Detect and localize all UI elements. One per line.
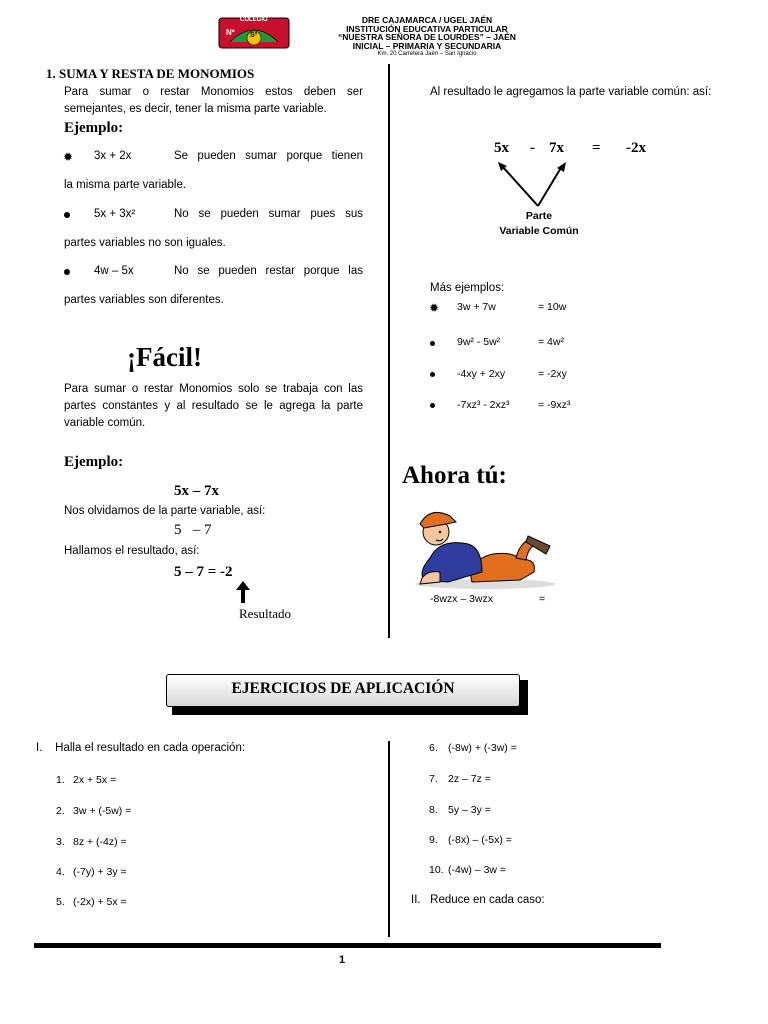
item-number: 5. [56, 896, 65, 908]
example-2-note: No se pueden sumar pues sus [174, 208, 363, 220]
exercise-item [56, 774, 117, 786]
item-number: 6. [429, 742, 438, 754]
more-1-rhs: = 10w [538, 301, 567, 313]
section-title: 1. SUMA Y RESTA DE MONOMIOS [46, 66, 255, 81]
item-expression: (-7y) + 3y = [73, 866, 127, 878]
eq-equals: = [592, 140, 601, 156]
logo-arc-center: Sº [250, 32, 258, 39]
eq-result: -2x [626, 140, 646, 156]
exercise-item [429, 864, 507, 876]
facil-heading: ¡Fácil! [127, 342, 202, 372]
more-3-rhs: = -2xy [538, 368, 567, 380]
bullet-dot [64, 212, 70, 218]
facil-paragraph: Para sumar o restar Monomios solo se trabaja con las partes constantes y al resultado se le agrega la parte variable común. [64, 383, 363, 429]
column-divider-bottom [388, 741, 390, 937]
example-3-note-cont: partes variables son diferentes. [64, 294, 224, 306]
item-number: 9. [429, 834, 438, 846]
header-line-3: “NUESTRA SEÑORA DE LOURDES” – JAÉN [338, 32, 516, 43]
header-block [292, 16, 562, 59]
more-4-rhs: = -9xz³ [538, 399, 571, 411]
part-1-title: I. Halla el resultado en cada operación: [36, 742, 246, 754]
item-number: 10. [429, 864, 444, 876]
more-1-lhs: 3w + 7w [457, 301, 496, 313]
example-3-note: No se pueden restar porque las [174, 265, 363, 277]
item-expression: 8z + (-4z) = [73, 836, 127, 848]
ahora-heading: Ahora tú: [402, 462, 507, 489]
eq-operator: - [530, 140, 535, 156]
exercise-item [429, 834, 512, 846]
common-part-label [488, 209, 590, 239]
column-divider-top [388, 64, 390, 638]
exercise-item [429, 742, 517, 754]
footer-rule [34, 943, 661, 948]
exercise-item [56, 836, 127, 848]
eq-term-a: 5x [494, 140, 509, 156]
item-number: 8. [429, 804, 438, 816]
exercise-item [56, 896, 127, 908]
more-2-lhs: 9w² - 5w² [457, 336, 501, 348]
student-illustration [410, 502, 560, 590]
logo-text: COLEGIO [240, 17, 268, 23]
example-1-note-cont: la misma parte variable. [64, 179, 187, 191]
item-number: 2. [56, 805, 65, 817]
header-line-4: INICIAL – PRIMARIA Y SECUNDARIA [352, 40, 502, 51]
exercise-equals: = [539, 593, 546, 605]
item-expression: (-8w) + (-3w) = [448, 742, 517, 754]
bullet-dot [430, 372, 435, 377]
example-2-expr: 5x + 3x² [94, 208, 136, 220]
example-1-expr: 3x + 2x [94, 150, 132, 162]
step-3-expression: 5 – 7 = -2 [174, 564, 233, 580]
step-2-text: Hallamos el resultado, así: [64, 545, 200, 557]
page-number: 1 [339, 954, 346, 966]
example-3-expr: 4w – 5x [94, 265, 134, 277]
item-expression: 3w + (-5w) = [73, 805, 132, 817]
part-2-title: II. Reduce en cada caso: [411, 894, 545, 906]
exercise-expression: -8wzx – 3wzx [430, 593, 494, 605]
example-2-note-cont: partes variables no son iguales. [64, 237, 226, 249]
item-expression: (-8x) – (-5x) = [448, 834, 512, 846]
exercise-item [56, 805, 132, 817]
item-number: 4. [56, 866, 65, 878]
exercise-item [429, 804, 491, 816]
label-line-2: Variable Común [499, 225, 579, 237]
item-number: 7. [429, 773, 438, 785]
header-line-1: DRE CAJAMARCA / UGEL JAÉN [361, 15, 493, 25]
school-logo [218, 16, 290, 50]
item-number: 1. [56, 774, 65, 786]
step-1-expression: 5x – 7x [174, 483, 219, 499]
header-line-5: Km. 20 Carretera Jaén – San Ignacio [377, 51, 477, 58]
item-expression: (-4w) – 3w = [448, 864, 507, 876]
common-part-arrows [490, 158, 580, 210]
label-line-1: Parte [525, 210, 553, 222]
header-line-2: INSTITUCIÓN EDUCATIVA PARTICULAR [346, 23, 508, 34]
bullet-dot [430, 403, 435, 408]
logo-arc-left: Nº [226, 28, 235, 37]
step-2-expression: 5 – 7 [174, 522, 212, 538]
item-expression: 5y – 3y = [448, 804, 491, 816]
exercises-banner [166, 674, 520, 707]
example-heading: Ejemplo: [64, 120, 124, 136]
more-examples-heading: Más ejemplos: [430, 282, 505, 294]
step-1-text: Nos olvidamos de la parte variable, así: [64, 505, 266, 517]
more-3-lhs: -4xy + 2xy [457, 368, 506, 380]
star-bullet: ✹ [429, 301, 440, 315]
item-expression: 2x + 5x = [73, 774, 117, 786]
bullet-dot [64, 269, 70, 275]
eq-term-b: 7x [549, 140, 564, 156]
more-2-rhs: = 4w² [538, 336, 564, 348]
exercise-item [56, 866, 127, 878]
result-label: Resultado [239, 606, 291, 621]
example-heading-2: Ejemplo: [64, 454, 124, 470]
more-4-lhs: -7xz³ - 2xz³ [457, 399, 510, 411]
exercise-item [429, 773, 491, 785]
right-intro: Al resultado le agregamos la parte variable común: así: [430, 86, 712, 98]
result-arrow-icon [236, 581, 250, 603]
star-bullet: ✹ [63, 150, 74, 164]
intro-paragraph: Para sumar o restar Monomios estos deben ser semejantes, es decir, tener la misma parte variable. [64, 86, 363, 115]
bullet-dot [430, 341, 435, 346]
example-1-note: Se pueden sumar porque tienen [174, 150, 363, 162]
item-number: 3. [56, 836, 65, 848]
item-expression: 2z – 7z = [448, 773, 491, 785]
banner-title: EJERCICIOS DE APLICACIÓN [231, 680, 455, 697]
item-expression: (-2x) + 5x = [73, 896, 127, 908]
